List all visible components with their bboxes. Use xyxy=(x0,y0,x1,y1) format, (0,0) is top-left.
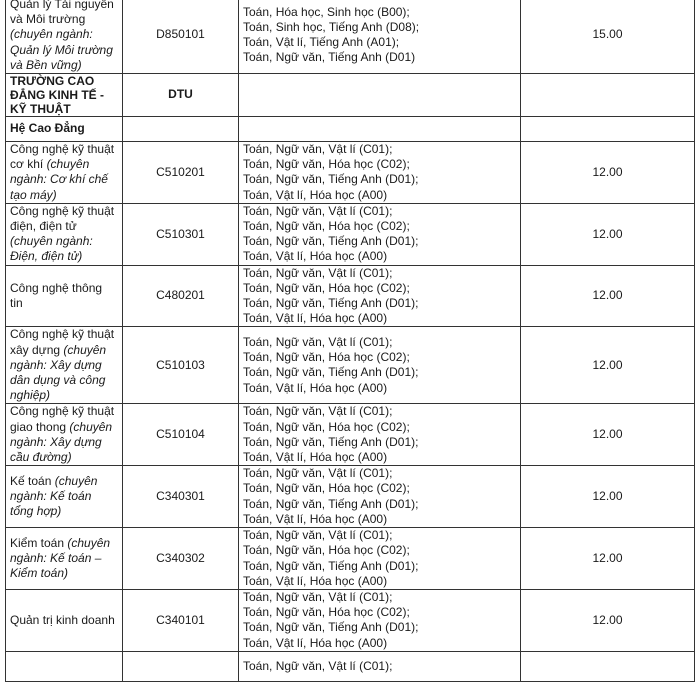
major-code-cell xyxy=(123,203,239,265)
major-code-cell xyxy=(123,404,239,466)
major-specialization-note: (chuyên ngành: Kế toán tổng hợp) xyxy=(10,473,98,519)
major-row xyxy=(6,651,695,681)
subject-combination: Toán, Ngữ văn, Tiếng Anh (D01); xyxy=(243,365,419,380)
major-row xyxy=(6,142,695,204)
subject-combination: Toán, Vật lí, Hóa học (A00) xyxy=(243,249,388,264)
major-code: C340101 xyxy=(156,612,205,627)
major-specialization-note: (chuyên ngành: Xây dựng dân dụng và công nghiệp) xyxy=(10,342,107,403)
major-name: Quản lý Tài nguyên và Môi trường xyxy=(10,0,114,27)
major-name: Công nghệ kỹ thuật cơ khí xyxy=(10,142,115,172)
subject-combination: Toán, Ngữ văn, Tiếng Anh (D01); xyxy=(243,234,419,249)
subject-combination: Toán, Ngữ văn, Tiếng Anh (D01); xyxy=(243,558,419,573)
subject-combination: Toán, Vật lí, Hóa học (A00) xyxy=(243,311,388,326)
admission-score: 12.00 xyxy=(592,427,623,442)
admission-score: 12.00 xyxy=(592,288,623,303)
subject-combinations-cell xyxy=(239,404,521,466)
subject-combination: Toán, Vật lí, Hóa học (A00) xyxy=(243,187,388,202)
school-code: DTU xyxy=(168,87,193,102)
subject-combination: Toán, Ngữ văn, Vật lí (C01); xyxy=(243,404,393,419)
subject-combination: Toán, Ngữ văn, Tiếng Anh (D01); xyxy=(243,620,419,635)
subject-combination: Toán, Vật lí, Hóa học (A00) xyxy=(243,635,388,650)
subject-combinations-cell xyxy=(239,466,521,528)
subject-combination: Toán, Ngữ văn, Vật lí (C01); xyxy=(243,142,393,157)
major-row xyxy=(6,589,695,651)
score-cell xyxy=(521,404,695,466)
score-cell xyxy=(521,651,695,681)
major-name: Quản trị kinh doanh xyxy=(10,612,115,627)
subject-combination: Toán, Vật lí, Hóa học (A00) xyxy=(243,450,388,465)
level-name: Hệ Cao Đẳng xyxy=(10,121,85,136)
major-name: Kế toán xyxy=(10,473,52,488)
major-specialization-note: (chuyên ngành: Cơ khí chế tạo máy) xyxy=(10,157,108,202)
subject-combination: Toán, Ngữ văn, Vật lí (C01); xyxy=(243,589,393,604)
admission-score: 12.00 xyxy=(592,489,623,504)
major-name-cell xyxy=(6,142,123,204)
admission-table-body xyxy=(6,0,695,681)
school-name-cell xyxy=(6,74,123,117)
score-cell xyxy=(521,265,695,327)
subject-combination: Toán, Ngữ văn, Hóa học (C02); xyxy=(243,419,410,434)
school-name: TRƯỜNG CAO ĐẲNG KINH TẾ - KỸ THUẬT xyxy=(10,74,104,117)
subject-combination: Toán, Vật lí, Tiếng Anh (A01); xyxy=(243,35,400,49)
empty-cell xyxy=(239,74,521,117)
admission-score: 12.00 xyxy=(592,612,623,627)
subject-combination: Toán, Vật lí, Hóa học (A00) xyxy=(243,380,388,395)
major-name: Công nghệ kỹ thuật điện, điện tử xyxy=(10,203,115,234)
major-code: D850101 xyxy=(156,27,205,42)
major-code-cell xyxy=(123,265,239,327)
empty-cell xyxy=(521,74,695,117)
level-row xyxy=(6,117,695,142)
score-cell xyxy=(521,466,695,528)
admission-score: 12.00 xyxy=(592,226,623,241)
subject-combinations-cell xyxy=(239,0,521,74)
major-specialization-note: (chuyên ngành: Quản lý Môi trường và Bền vững) xyxy=(10,27,113,72)
empty-cell xyxy=(123,117,239,142)
score-cell xyxy=(521,0,695,74)
subject-combination: Toán, Ngữ văn, Tiếng Anh (D01); xyxy=(243,172,419,187)
subject-combination: Toán, Hóa học, Sinh học (B00); xyxy=(243,4,410,19)
score-cell xyxy=(521,589,695,651)
major-name: Công nghệ thông tin xyxy=(10,280,103,311)
subject-combination: Toán, Ngữ văn, Hóa học (C02); xyxy=(243,481,410,496)
major-code-cell xyxy=(123,651,239,681)
score-cell xyxy=(521,528,695,590)
major-name: Kiểm toán xyxy=(10,535,65,550)
major-code: C510301 xyxy=(156,226,205,241)
major-code-cell xyxy=(123,327,239,404)
subject-combinations-cell xyxy=(239,589,521,651)
subject-combination: Toán, Ngữ văn, Hóa học (C02); xyxy=(243,157,410,172)
major-name-cell xyxy=(6,589,123,651)
subject-combination: Toán, Ngữ văn, Vật lí (C01); xyxy=(243,265,393,280)
major-specialization-note: (chuyên ngành: Xây dựng cầu đường) xyxy=(10,419,113,465)
major-code: C510104 xyxy=(156,427,205,442)
subject-combinations-cell xyxy=(239,651,521,681)
subject-combinations-cell xyxy=(239,142,521,204)
subject-combination: Toán, Sinh học, Tiếng Anh (D08); xyxy=(243,19,420,34)
major-code: C340301 xyxy=(156,489,205,504)
subject-combination: Toán, Vật lí, Hóa học (A00) xyxy=(243,511,388,526)
major-code: C480201 xyxy=(156,288,205,303)
major-row xyxy=(6,265,695,327)
major-code-cell xyxy=(123,0,239,74)
subject-combination: Toán, Ngữ văn, Hóa học (C02); xyxy=(243,280,410,295)
subject-combination: Toán, Ngữ văn, Vật lí (C01); xyxy=(243,658,393,673)
subject-combination: Toán, Ngữ văn, Hóa học (C02); xyxy=(243,543,410,558)
school-code-cell xyxy=(123,74,239,117)
subject-combinations-cell xyxy=(239,203,521,265)
major-specialization-note: (chuyên ngành: Điện, điện tử) xyxy=(10,234,93,264)
subject-combination: Toán, Ngữ văn, Hóa học (C02); xyxy=(243,350,410,365)
level-name-cell xyxy=(6,117,123,142)
score-cell xyxy=(521,203,695,265)
major-name: Công nghệ kỹ thuật giao thong xyxy=(10,404,115,434)
major-specialization-note: (chuyên ngành: Kế toán – Kiểm toán) xyxy=(10,535,111,581)
major-name-cell xyxy=(6,466,123,528)
admission-score: 12.00 xyxy=(592,550,623,565)
score-cell xyxy=(521,327,695,404)
major-name-cell xyxy=(6,528,123,590)
subject-combination: Toán, Ngữ văn, Tiếng Anh (D01) xyxy=(243,50,416,65)
admission-table xyxy=(5,0,695,682)
subject-combination: Toán, Ngữ văn, Tiếng Anh (D01); xyxy=(243,296,419,311)
major-code-cell xyxy=(123,466,239,528)
score-cell xyxy=(521,142,695,204)
major-name-cell xyxy=(6,651,123,681)
major-name-cell xyxy=(6,203,123,265)
major-name-cell xyxy=(6,265,123,327)
subject-combinations-cell xyxy=(239,327,521,404)
admission-score: 12.00 xyxy=(592,357,623,372)
major-code-cell xyxy=(123,528,239,590)
major-code-cell xyxy=(123,589,239,651)
empty-cell xyxy=(239,117,521,142)
subject-combination: Toán, Ngữ văn, Vật lí (C01); xyxy=(243,335,393,350)
subject-combination: Toán, Ngữ văn, Tiếng Anh (D01); xyxy=(243,434,419,449)
subject-combinations-cell xyxy=(239,265,521,327)
admission-score: 15.00 xyxy=(592,27,623,42)
major-code: C510103 xyxy=(156,357,205,372)
major-row xyxy=(6,404,695,466)
major-name-cell xyxy=(6,327,123,404)
major-row xyxy=(6,466,695,528)
empty-cell xyxy=(521,117,695,142)
major-row xyxy=(6,203,695,265)
subject-combination: Toán, Ngữ văn, Hóa học (C02); xyxy=(243,219,410,234)
subject-combination: Toán, Ngữ văn, Vật lí (C01); xyxy=(243,528,393,543)
major-name: Công nghệ kỹ thuật xây dựng xyxy=(10,327,115,357)
subject-combination: Toán, Ngữ văn, Tiếng Anh (D01); xyxy=(243,496,419,511)
major-name-cell xyxy=(6,404,123,466)
major-name-cell xyxy=(6,0,123,74)
major-row xyxy=(6,528,695,590)
school-row xyxy=(6,74,695,117)
subject-combinations-cell xyxy=(239,528,521,590)
major-row xyxy=(6,327,695,404)
subject-combination: Toán, Ngữ văn, Vật lí (C01); xyxy=(243,203,393,218)
subject-combination: Toán, Ngữ văn, Vật lí (C01); xyxy=(243,466,393,481)
major-code: C510201 xyxy=(156,164,205,179)
major-row xyxy=(6,0,695,74)
subject-combination: Toán, Ngữ văn, Hóa học (C02); xyxy=(243,605,410,620)
major-code: C340302 xyxy=(156,550,205,565)
major-code-cell xyxy=(123,142,239,204)
admission-score: 12.00 xyxy=(592,164,623,179)
subject-combination: Toán, Vật lí, Hóa học (A00) xyxy=(243,573,388,588)
